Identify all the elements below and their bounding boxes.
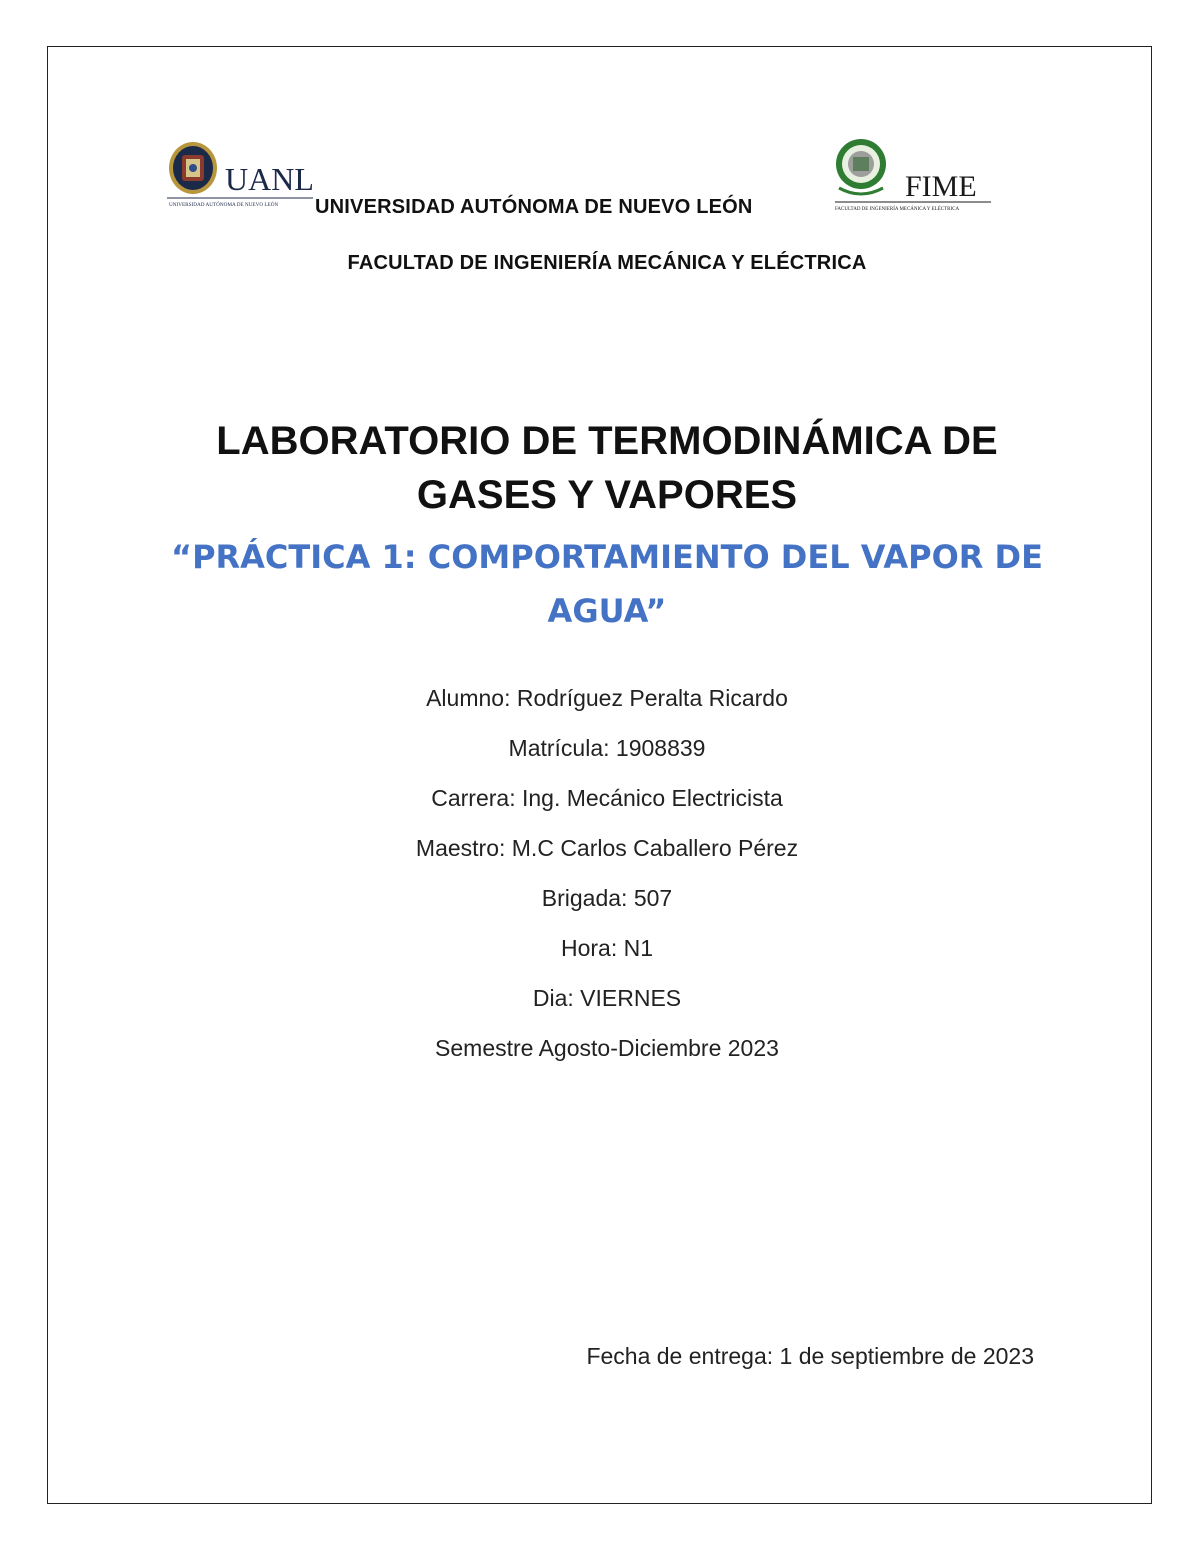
title-line-2: GASES Y VAPORES [416,473,798,517]
info-teacher: Maestro: M.C Carlos Caballero Pérez [415,835,799,861]
info-student: Alumno: Rodríguez Peralta Ricardo [426,685,788,711]
fime-seal-icon [836,139,886,194]
uanl-logo-subtext: UNIVERSIDAD AUTÓNOMA DE NUEVO LEÓN [169,202,279,208]
uanl-logo [165,138,315,218]
fime-logo-subtext: FACULTAD DE INGENIERÍA MECÁNICA Y ELÉCTRICA [835,207,960,212]
university-name: UNIVERSIDAD AUTÓNOMA DE NUEVO LEÓN [315,196,753,218]
uanl-shield-icon [169,142,217,194]
title-line-1: LABORATORIO DE TERMODINÁMICA DE [216,419,998,463]
header [165,138,995,222]
info-brigade: Brigada: 507 [541,885,673,911]
student-info [0,680,1200,1080]
faculty-name: FACULTAD DE INGENIERÍA MECÁNICA Y ELÉCTRICA [347,252,867,274]
uanl-logo-text: UANL [225,161,314,197]
info-enrollment: Matrícula: 1908839 [508,735,706,761]
page-title [0,414,1200,522]
practice-subtitle: “PRÁCTICA 1: COMPORTAMIENTO DEL VAPOR DE AGUA” [171,538,1043,630]
info-day: Dia: VIERNES [532,985,682,1011]
fime-logo [833,138,993,218]
info-career: Carrera: Ing. Mecánico Electricista [431,785,783,811]
info-semester: Semestre Agosto-Diciembre 2023 [435,1035,779,1061]
info-hour: Hora: N1 [560,935,654,961]
due-date: Fecha de entrega: 1 de septiembre de 2023 [586,1343,1034,1369]
fime-logo-text: FIME [905,170,977,203]
